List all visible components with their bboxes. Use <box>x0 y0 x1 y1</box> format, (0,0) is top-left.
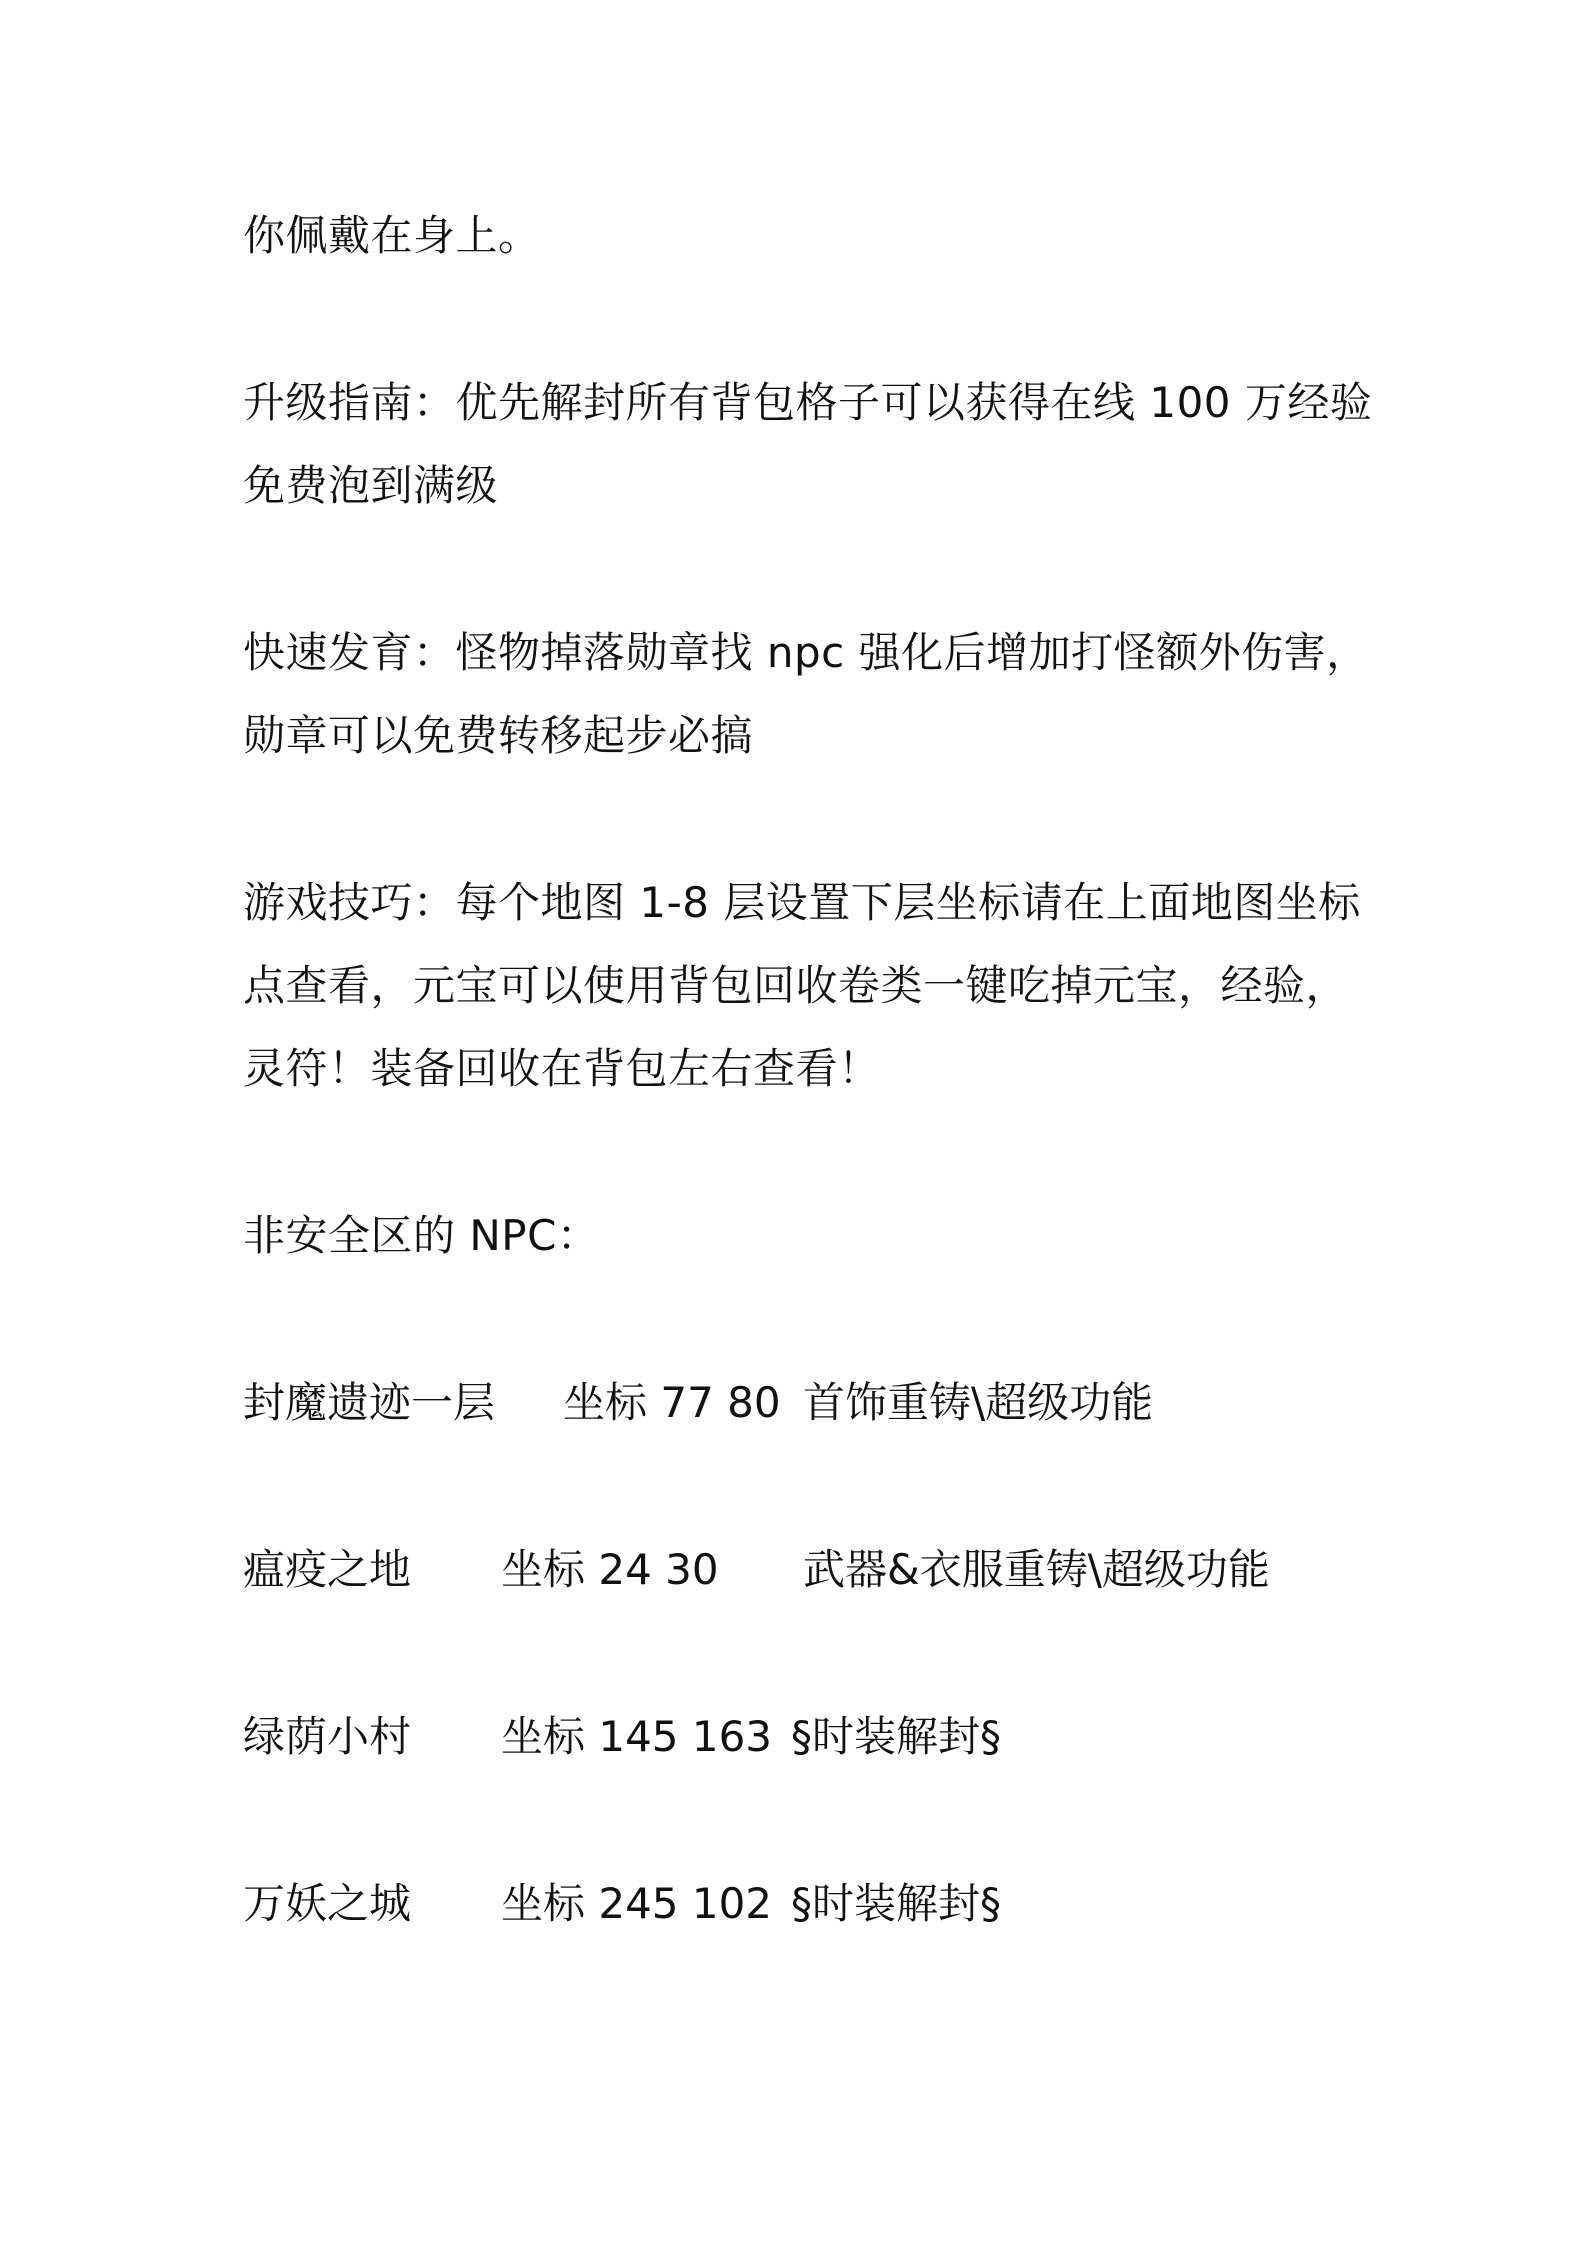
npc-function: §时装解封§ <box>791 1879 1002 1928</box>
npc-function: §时装解封§ <box>791 1712 1002 1761</box>
npc-section-heading: 非安全区的 NPC： <box>243 1211 600 1260</box>
npc-map: 封魔遗迹一层 <box>243 1378 496 1427</box>
npc-function: 首饰重铸\超级功能 <box>803 1378 1154 1427</box>
game-tips-line-2: 点查看，元宝可以使用背包回收卷类一键吃掉元宝，经验， <box>243 961 1349 1010</box>
fast-growth-line-2: 勋章可以免费转移起步必搞 <box>243 711 754 760</box>
npc-coords: 坐标 24 30 <box>501 1545 719 1594</box>
npc-map: 万妖之城 <box>243 1879 412 1928</box>
upgrade-guide-line-1: 升级指南：优先解封所有背包格子可以获得在线 100 万经验 <box>243 378 1373 427</box>
fast-growth-line-1: 快速发育：怪物掉落勋章找 npc 强化后增加打怪额外伤害， <box>243 628 1369 677</box>
npc-map: 瘟疫之地 <box>243 1545 412 1594</box>
game-tips-line-1: 游戏技巧：每个地图 1-8 层设置下层坐标请在上面地图坐标 <box>243 878 1361 927</box>
npc-map: 绿荫小村 <box>243 1712 412 1761</box>
game-tips-line-3: 灵符！装备回收在背包左右查看！ <box>243 1044 881 1093</box>
npc-coords: 坐标 145 163 <box>501 1712 773 1761</box>
upgrade-guide-line-2: 免费泡到满级 <box>243 461 499 510</box>
npc-function: 武器&衣服重铸\超级功能 <box>803 1545 1270 1594</box>
npc-coords: 坐标 245 102 <box>501 1879 773 1928</box>
paragraph-line: 你佩戴在身上。 <box>243 211 541 260</box>
npc-coords: 坐标 77 80 <box>563 1378 781 1427</box>
